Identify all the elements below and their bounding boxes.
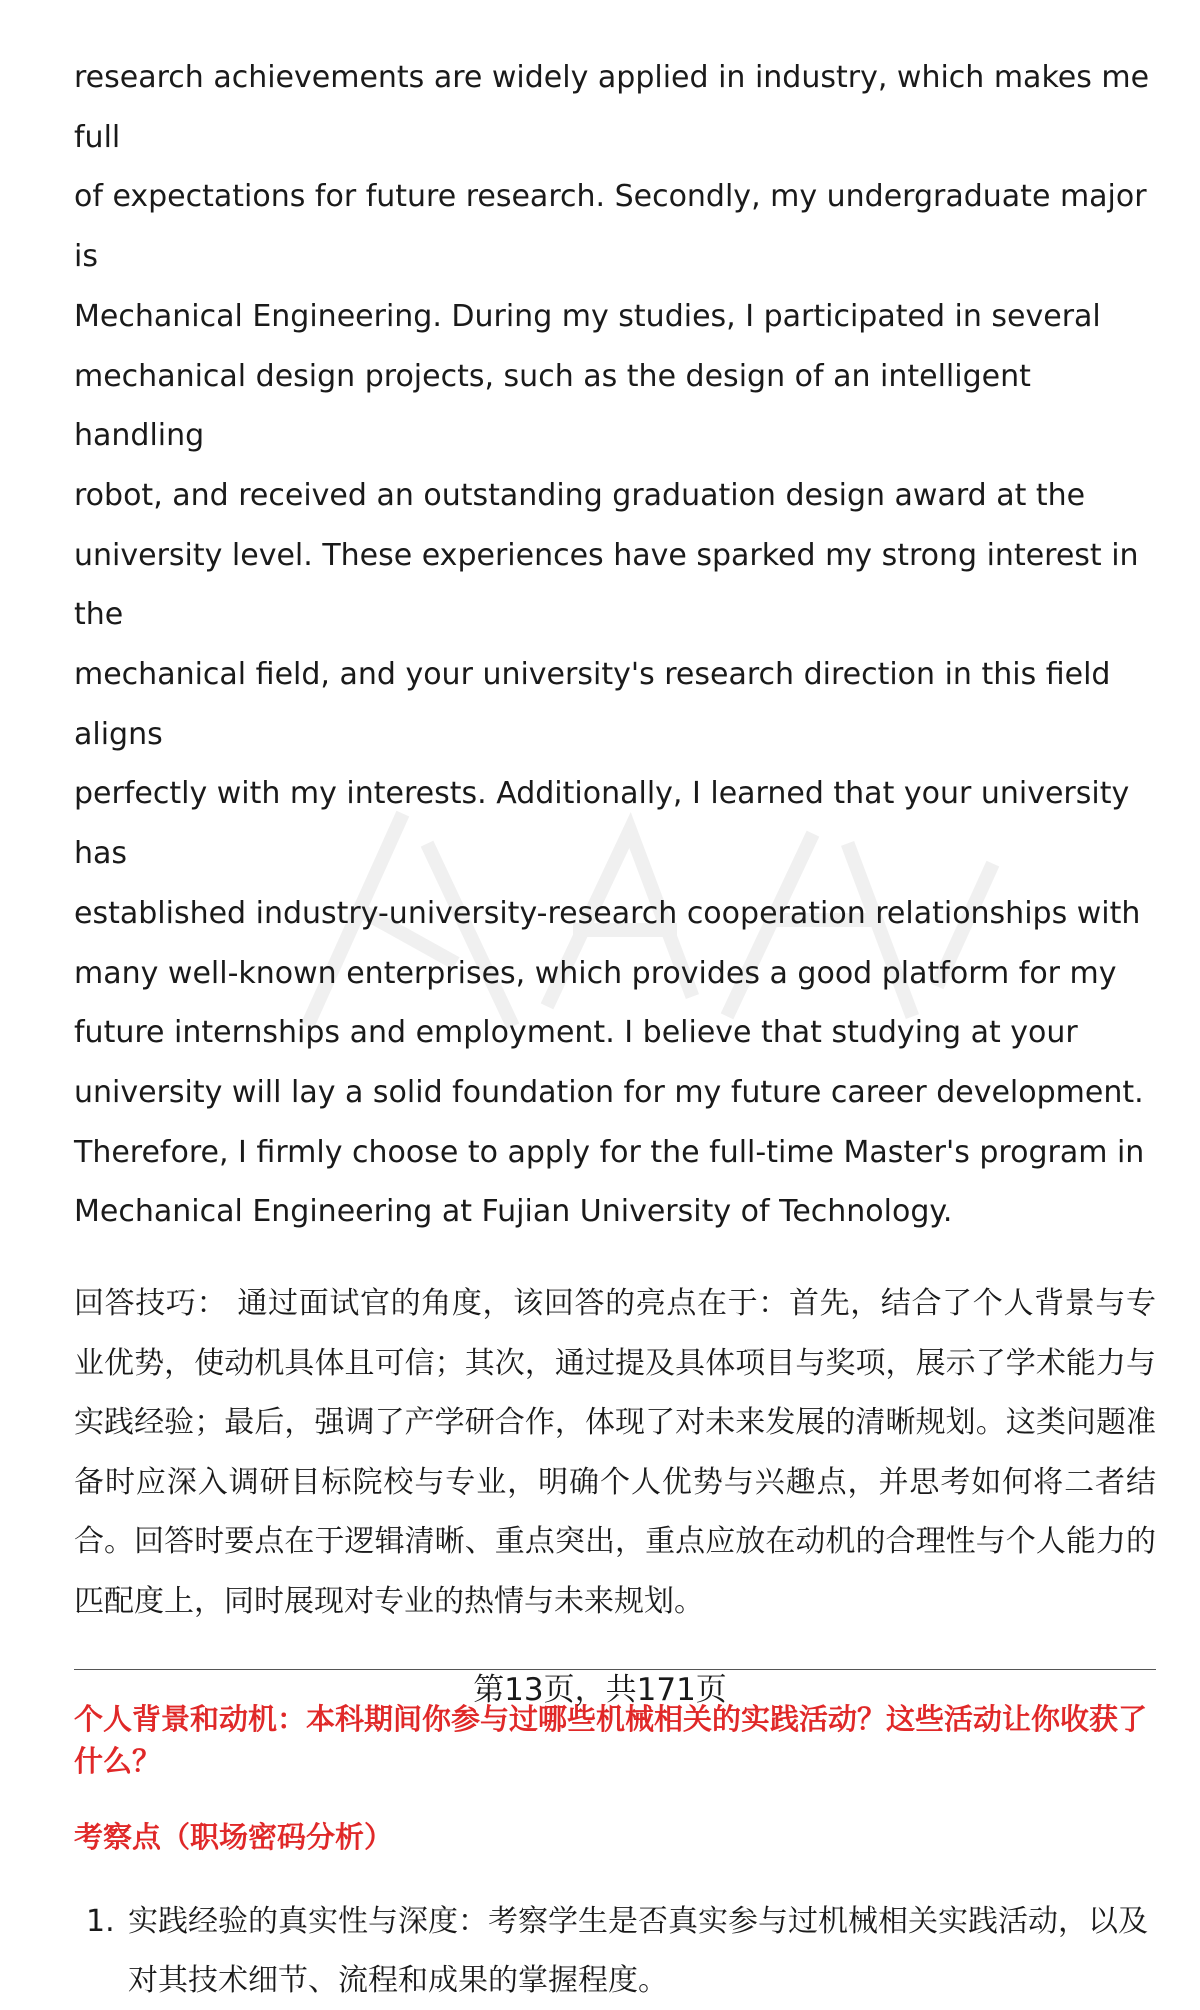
answer-line: robot, and received an outstanding graduation design award at the: [74, 477, 1086, 513]
answer-line: research achievements are widely applied in industry, which makes me full: [74, 60, 1150, 155]
answer-tips: [74, 1274, 1156, 1631]
answer-line: mechanical design projects, such as the design of an intelligent handling: [74, 358, 1031, 454]
assessment-section-title: 考察点（职场密码分析）: [74, 1820, 394, 1855]
list-item: [74, 1892, 1156, 2010]
assessment-points-list: [74, 1892, 1156, 2010]
answer-line: Mechanical Engineering at Fujian University of Technology.: [74, 1194, 953, 1230]
answer-line: established industry-university-research cooperation relationships with: [74, 895, 1141, 931]
page-footer: 第13页，共171页: [473, 1672, 727, 1708]
answer-line: mechanical field, and your university's research direction in this field aligns: [74, 657, 1111, 752]
main-content: [74, 48, 1156, 2010]
answer-paragraph: [74, 48, 1156, 1242]
answer-line: many well-known enterprises, which provides a good platform for my: [74, 955, 1117, 991]
question-heading: 个人背景和动机：本科期间你参与过哪些机械相关的实践活动？这些活动让你收获了什么？: [74, 1702, 1148, 1779]
list-item-text: 实践经验的真实性与深度：考察学生是否真实参与过机械相关实践活动，以及对其技术细节、流程和成果的掌握程度。: [128, 1904, 1148, 1999]
answer-line: Mechanical Engineering. During my studies, I participated in several: [74, 298, 1101, 334]
answer-line: university will lay a solid foundation for my future career development.: [74, 1074, 1144, 1110]
answer-line: of expectations for future research. Secondly, my undergraduate major is: [74, 179, 1147, 275]
answer-line: university level. These experiences have sparked my strong interest in the: [74, 537, 1139, 633]
tips-text: 通过面试官的角度，该回答的亮点在于：首先，结合了个人背景与专业优势，使动机具体且可信；其次，通过提及具体项目与奖项，展示了学术能力与实践经验；最后，强调了产学研合作，体现了对未来发展的清晰规划。这类问题准备时应深入调研目标院校与专业，明确个人优势与兴趣点，并思考如何将二者结合。回答时要点在于逻辑清晰、重点突出，重点应放在动机的合理性与个人能力的匹配度上，同时展现对专业的热情与未来规划。: [74, 1286, 1157, 1619]
tips-label: 回答技巧：: [74, 1286, 228, 1322]
answer-line: Therefore, I firmly choose to apply for the full-time Master's program in: [74, 1134, 1145, 1170]
answer-line: future internships and employment. I believe that studying at your: [74, 1015, 1078, 1051]
answer-line: perfectly with my interests. Additionally, I learned that your university has: [74, 776, 1130, 872]
list-item-number: 1.: [86, 1904, 115, 1940]
